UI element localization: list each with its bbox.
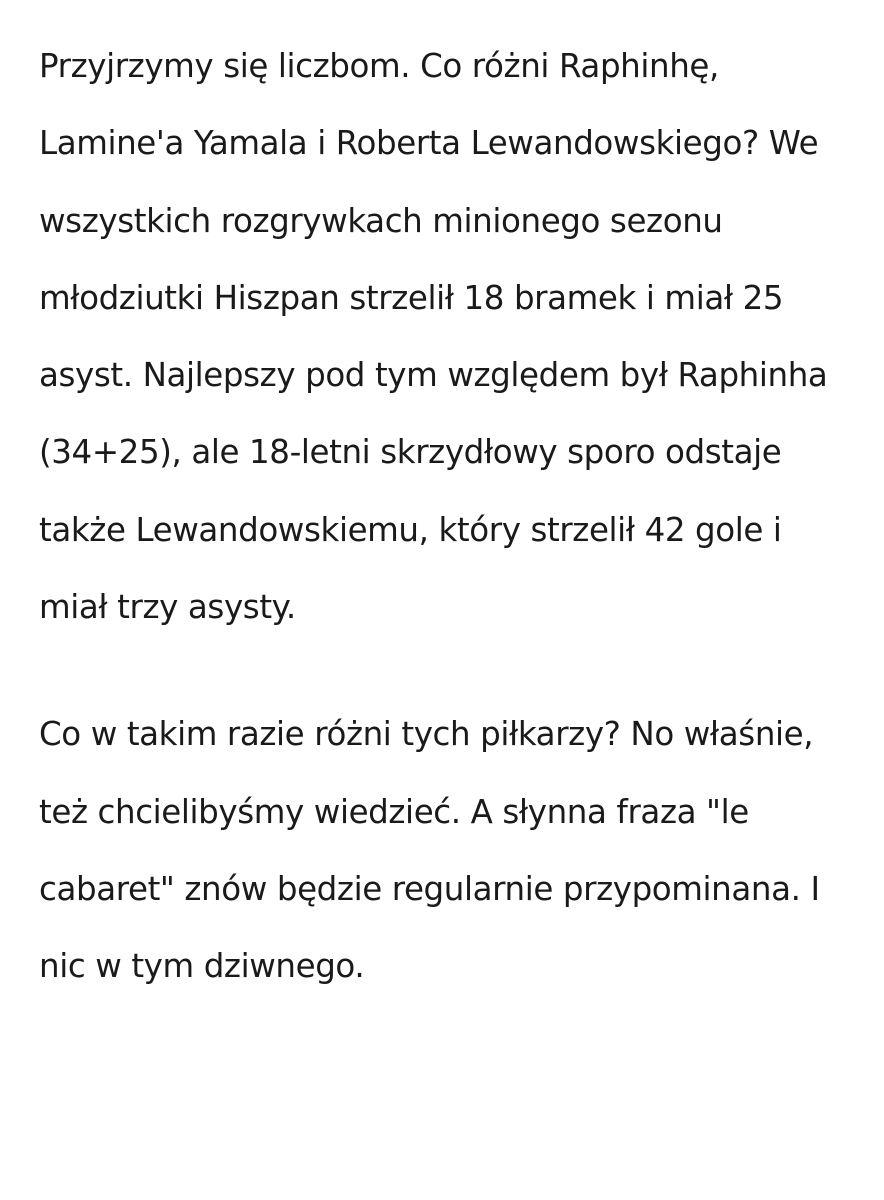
article-paragraph-conclusion: Co w takim razie różni tych piłkarzy? No właśnie, też chcielibyśmy wiedzieć. A słynna fraza "le cabaret" znów będzie regularnie przypominana. I nic w tym dziwnego. [39, 715, 820, 986]
article-paragraph-stats: Przyjrzymy się liczbom. Co różni Raphinhę, Lamine'a Yamala i Roberta Lewandowskiego? We wszystkich rozgrywkach minionego sezonu młodziutki Hiszpan strzelił 18 bramek i miał 25 asyst. Najlepszy pod tym względem był Raphinha (34+25), ale 18-letni skrzydłowy sporo odstaje także Lewandowskiemu, który strzelił 42 gole i miał trzy asysty. [39, 47, 828, 627]
article-body [39, 28, 859, 1006]
